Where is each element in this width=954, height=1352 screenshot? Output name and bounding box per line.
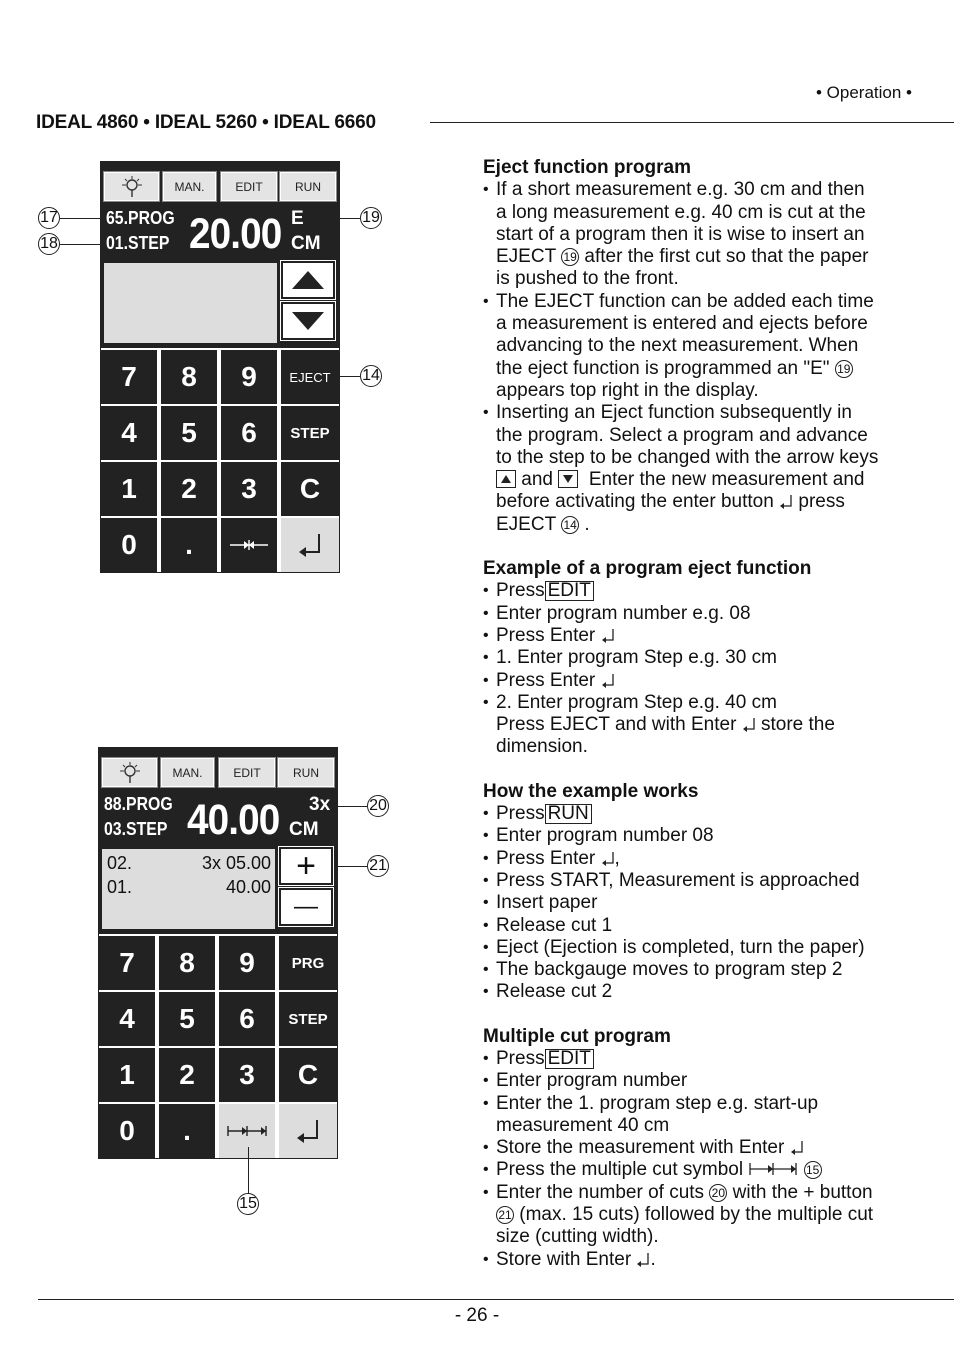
list-item: • The backgauge moves to program step 2 xyxy=(483,959,913,981)
key-3[interactable]: 3 xyxy=(219,1048,275,1102)
text-line: size (cutting width). xyxy=(496,1226,659,1248)
run-key-label: RUN xyxy=(545,804,592,824)
display-prog: 65.PROG xyxy=(106,208,175,228)
key-4[interactable]: 4 xyxy=(99,992,155,1046)
list-item: • Press START, Measurement is approached xyxy=(483,870,913,892)
key-6[interactable]: 6 xyxy=(219,992,275,1046)
list-item: • Press Enter , xyxy=(483,848,913,870)
arrow-down-button[interactable] xyxy=(281,302,335,340)
callout-line xyxy=(334,866,367,867)
key-8[interactable]: 8 xyxy=(161,350,217,404)
key-1[interactable]: 1 xyxy=(99,1048,155,1102)
ref-14-icon: 14 xyxy=(561,516,579,534)
list-item: • The EJECT function can be added each time xyxy=(483,291,913,313)
header-section: • Operation • xyxy=(815,83,912,102)
key-decimal[interactable]: . xyxy=(159,1104,215,1158)
callout-line xyxy=(60,244,106,245)
list-item: • Press EDIT xyxy=(483,580,913,602)
key-4[interactable]: 4 xyxy=(101,406,157,460)
display-eject-flag: E xyxy=(291,208,304,229)
display-value: 40.00 xyxy=(187,796,280,844)
text-line: Press EJECT and with Enter store the xyxy=(496,714,835,736)
panel-middle xyxy=(101,258,339,348)
list-item: • Store the measurement with Enter xyxy=(483,1137,913,1159)
callout-line xyxy=(310,218,360,219)
list-item: • Eject (Ejection is completed, turn the paper) xyxy=(483,937,913,959)
list-item: • Release cut 1 xyxy=(483,915,913,937)
arrow-up-icon xyxy=(496,470,516,488)
list-step: 01. xyxy=(107,877,133,897)
plus-button[interactable]: + xyxy=(279,847,333,885)
enter-icon xyxy=(636,1252,650,1267)
list-item: • Enter program number e.g. 08 xyxy=(483,603,913,625)
list-item: • Enter the 1. program step e.g. start-up xyxy=(483,1093,913,1115)
list-value: 3x 05.00 xyxy=(201,853,271,873)
control-panel-eject xyxy=(100,161,340,573)
header-rule xyxy=(430,122,954,123)
text-line: 21 (max. 15 cuts) followed by the multiple cut xyxy=(483,1204,913,1226)
enter-icon xyxy=(601,628,615,643)
ref-19-icon: 19 xyxy=(835,360,853,378)
multiple-cut-icon xyxy=(228,538,270,552)
multiple-cut-icon xyxy=(226,1124,268,1138)
run-button[interactable]: RUN xyxy=(278,758,334,787)
list-item: • 1. Enter program Step e.g. 30 cm xyxy=(483,647,913,669)
list-item: • Enter the number of cuts 20 with the + button xyxy=(483,1182,913,1204)
list-item: • Enter program number xyxy=(483,1070,913,1092)
display-prog: 88.PROG xyxy=(104,794,173,814)
list-item: • Press EDIT xyxy=(483,1048,913,1070)
instructions xyxy=(483,157,913,1271)
key-5[interactable]: 5 xyxy=(159,992,215,1046)
key-9[interactable]: 9 xyxy=(219,936,275,990)
callout-17: 17 xyxy=(38,207,60,229)
text-line: the program. Select a program and advance xyxy=(496,424,868,446)
control-panel-multicut xyxy=(98,747,338,1159)
text-line: advancing to the next measurement. When xyxy=(496,335,859,357)
list-item: • Enter program number 08 xyxy=(483,825,913,847)
callout-18: 18 xyxy=(38,233,60,255)
key-1[interactable]: 1 xyxy=(101,462,157,516)
display-unit: CM xyxy=(291,233,321,254)
enter-icon xyxy=(295,1118,321,1144)
enter-icon xyxy=(790,1140,804,1155)
edit-button[interactable]: EDIT xyxy=(221,172,277,201)
callout-line xyxy=(338,376,360,377)
list-item: • Inserting an Eject function subsequently in xyxy=(483,402,913,424)
list-item: • Press Enter xyxy=(483,670,913,692)
list-item: • If a short measurement e.g. 30 cm and then xyxy=(483,179,913,201)
list-item: • Press Enter xyxy=(483,625,913,647)
text-line: EJECT 19 after the first cut so that the paper xyxy=(496,246,869,268)
text-line: and Enter the new measurement and xyxy=(483,469,913,491)
callout-20: 20 xyxy=(367,795,389,817)
edit-button[interactable]: EDIT xyxy=(219,758,275,787)
text-line: a long measurement e.g. 40 cm is cut at the xyxy=(496,201,866,223)
display xyxy=(101,206,339,258)
key-7[interactable]: 7 xyxy=(99,936,155,990)
multicut-key[interactable] xyxy=(219,1104,275,1158)
display-value: 20.00 xyxy=(189,210,282,258)
display-step: 01.STEP xyxy=(106,233,170,253)
key-3[interactable]: 3 xyxy=(221,462,277,516)
enter-icon xyxy=(779,494,793,509)
list-item xyxy=(107,853,271,874)
list-step: 02. xyxy=(107,853,133,873)
key-8[interactable]: 8 xyxy=(159,936,215,990)
callout-19: 19 xyxy=(360,207,382,229)
key-5[interactable]: 5 xyxy=(161,406,217,460)
text-line: measurement 40 cm xyxy=(496,1114,670,1136)
key-7[interactable]: 7 xyxy=(101,350,157,404)
key-0[interactable]: 0 xyxy=(99,1104,155,1158)
man-button[interactable]: MAN. xyxy=(163,172,216,201)
key-9[interactable]: 9 xyxy=(221,350,277,404)
key-0[interactable]: 0 xyxy=(101,518,157,572)
arrow-up-button[interactable] xyxy=(281,261,335,299)
callout-15: 15 xyxy=(237,1193,259,1215)
callout-21: 21 xyxy=(367,855,389,877)
edit-key-label: EDIT xyxy=(545,581,594,601)
text-line: the eject function is programmed an "E" 19 xyxy=(483,358,913,380)
keypad xyxy=(99,934,337,1158)
lamp-icon xyxy=(119,176,145,198)
callout-line xyxy=(330,806,367,807)
text-line: is pushed to the front. xyxy=(496,268,679,290)
enter-key[interactable] xyxy=(281,518,339,572)
list-item xyxy=(107,877,271,898)
lamp-button[interactable] xyxy=(102,758,157,787)
key-decimal[interactable]: . xyxy=(161,518,217,572)
text-line: to the step to be changed with the arrow keys xyxy=(496,446,879,468)
enter-icon xyxy=(601,673,615,688)
program-list-screen xyxy=(104,263,277,343)
ref-19-icon: 19 xyxy=(561,248,579,266)
enter-icon xyxy=(742,717,756,732)
triangle-up-icon xyxy=(290,269,326,291)
callout-14: 14 xyxy=(360,365,382,387)
list-item: • 2. Enter program Step e.g. 40 cm xyxy=(483,692,913,714)
eject-key[interactable]: EJECT xyxy=(281,350,339,404)
text-line: dimension. xyxy=(496,736,588,758)
lamp-icon xyxy=(117,762,143,784)
ref-21-icon: 21 xyxy=(496,1206,514,1224)
keypad xyxy=(101,348,339,572)
section-title: Eject function program xyxy=(483,157,691,178)
list-item: • Store with Enter . xyxy=(483,1249,913,1271)
list-item: • Press RUN xyxy=(483,803,913,825)
run-button[interactable]: RUN xyxy=(280,172,336,201)
display xyxy=(99,792,337,844)
clear-key[interactable]: C xyxy=(279,1048,337,1102)
arrow-down-icon xyxy=(558,470,578,488)
enter-icon xyxy=(297,532,323,558)
text-line: before activating the enter button press xyxy=(496,491,845,513)
page-number: - 26 - xyxy=(454,1305,500,1326)
footer-rule xyxy=(38,1299,954,1300)
section-title: Example of a program eject function xyxy=(483,558,812,580)
panel-middle xyxy=(99,844,337,934)
list-item: • Insert paper xyxy=(483,892,913,914)
key-2[interactable]: 2 xyxy=(159,1048,215,1102)
text-line: appears top right in the display. xyxy=(496,379,759,401)
key-2[interactable]: 2 xyxy=(161,462,217,516)
man-button[interactable]: MAN. xyxy=(161,758,214,787)
display-cut-count: 3x xyxy=(309,794,331,815)
display-step: 03.STEP xyxy=(104,819,168,839)
minus-button[interactable]: — xyxy=(279,888,333,926)
step-key[interactable]: STEP xyxy=(279,992,337,1046)
edit-key-label: EDIT xyxy=(545,1049,594,1069)
list-item: • Press the multiple cut symbol 15 xyxy=(483,1159,913,1181)
text-line: start of a program then it is wise to insert an xyxy=(496,223,865,245)
triangle-down-icon xyxy=(290,310,326,332)
header-title: IDEAL 4860 • IDEAL 5260 • IDEAL 6660 xyxy=(36,112,376,133)
text-line: a measurement is entered and ejects before xyxy=(496,313,868,335)
section-title: Multiple cut program xyxy=(483,1025,671,1047)
text-line: EJECT 14 . xyxy=(496,513,590,535)
panel-topbar xyxy=(99,748,337,792)
list-item: • Release cut 2 xyxy=(483,981,913,1003)
ref-15-icon: 15 xyxy=(804,1161,822,1179)
key-6[interactable]: 6 xyxy=(221,406,277,460)
panel-topbar xyxy=(101,162,339,206)
program-list-screen xyxy=(102,849,275,929)
display-unit: CM xyxy=(289,819,319,840)
list-value: 40.00 xyxy=(225,877,271,897)
lamp-button[interactable] xyxy=(104,172,159,201)
section-title: How the example works xyxy=(483,780,699,802)
multicut-key[interactable] xyxy=(221,518,277,572)
clear-key[interactable]: C xyxy=(281,462,339,516)
prg-key[interactable]: PRG xyxy=(279,936,337,990)
enter-icon xyxy=(601,851,615,866)
callout-line xyxy=(248,1147,249,1193)
enter-key[interactable] xyxy=(279,1104,337,1158)
multiple-cut-icon xyxy=(748,1161,798,1177)
callout-line xyxy=(60,218,106,219)
ref-20-icon: 20 xyxy=(709,1184,727,1202)
step-key[interactable]: STEP xyxy=(281,406,339,460)
